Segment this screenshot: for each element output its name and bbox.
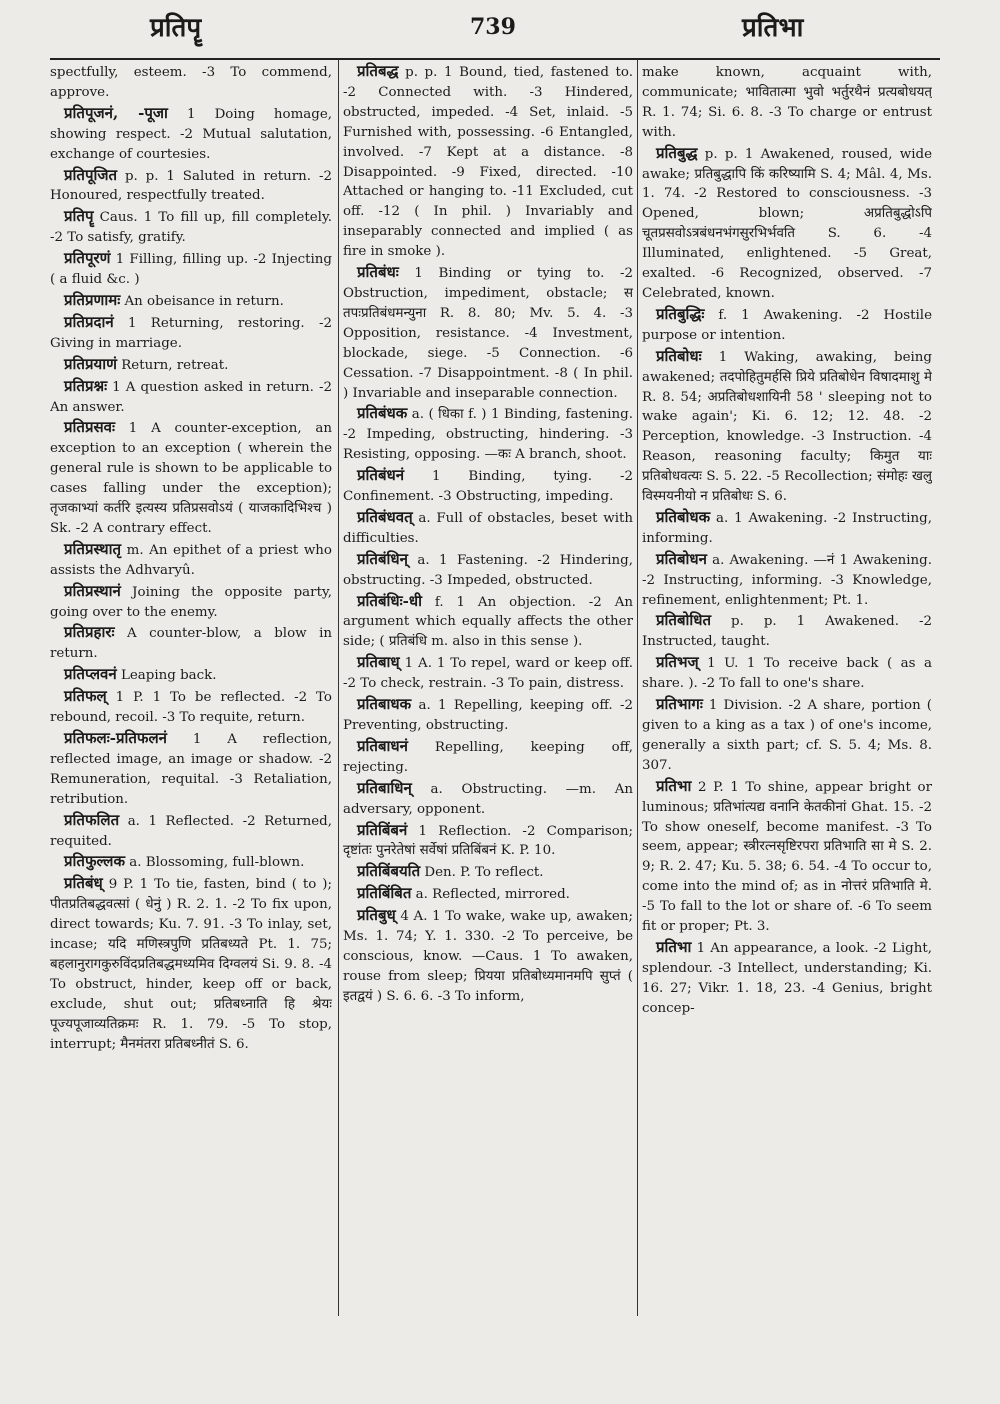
- definition: a. Reflected, mirrored.: [411, 887, 570, 903]
- definition: 1 Binding, tying. -2 Confinement. -3 Obstructing, impeding.: [343, 469, 633, 505]
- headword: प्रतिफुल्लक: [64, 852, 125, 871]
- headword: प्रतिप्रणामः: [64, 290, 121, 309]
- definition: a. Obstructing. —m. An adversary, opponent.: [343, 781, 633, 817]
- definition: 1 Division. -2 A share, portion ( given to a king as a tax ) of one's income, generally a sixth part; cf. S. 5. 4; Ms. 8. 307.: [642, 698, 932, 773]
- definition: An obeisance in return.: [120, 293, 284, 309]
- definition: 1 Reflection. -2 Comparison; दृष्टांतः पुनरेतेषां सर्वेषां प्रतिबिंबनं K. P. 10.: [343, 823, 633, 859]
- definition: p. p. 1 Bound, tied, fastened to. -2 Connected with. -3 Hindered, obstructed, impeded. -4 Set, inlaid. -5 Furnished with, possessing. -6 Entangled, involved. -7 Kept at a distance. -8 Disappointed. -9 Fixed, directed. -10 Attached or hanging to. -11 Excluded, cut off. -12 ( In phil. ) Invariably and inseparably connected and implied ( as fire in smoke ).: [343, 65, 633, 260]
- dictionary-entry: [343, 653, 633, 694]
- dictionary-entry: [50, 207, 332, 248]
- headword: प्रतिभा: [656, 937, 692, 956]
- headword: प्रतिबिंबित: [357, 884, 412, 903]
- dictionary-entry: [50, 811, 332, 852]
- dictionary-entry: [343, 862, 633, 883]
- headword: प्रतिबाधनं: [357, 736, 408, 755]
- definition: spectfully, esteem. -3 To commend, approve.: [50, 65, 332, 100]
- dictionary-entry: [50, 249, 332, 290]
- headword: प्रतिबिंबनं: [357, 820, 408, 839]
- dictionary-entry: [343, 508, 633, 549]
- dictionary-entry: [642, 695, 932, 776]
- headword: प्रतिबंधक: [357, 404, 408, 423]
- definition: Return, retreat.: [116, 357, 229, 373]
- headword: प्रतिपूरणं: [64, 249, 111, 268]
- headword: प्रतिबोधन: [656, 549, 707, 568]
- definition: Joining the opposite party, going over to the enemy.: [50, 584, 332, 620]
- dictionary-entry: [343, 821, 633, 862]
- headword: प्रतिबुद्धिः: [656, 304, 705, 323]
- definition: a. ( धिका f. ) 1 Binding, fastening. -2 Impeding, obstructing, hindering. -3 Resisting, opposing. —कः A branch, shoot.: [343, 407, 633, 463]
- dictionary-entry: [50, 418, 332, 538]
- headword: प्रतिबंधवत्: [357, 507, 413, 526]
- headword: प्रतिबोधः: [656, 346, 702, 365]
- dictionary-entry: [50, 665, 332, 686]
- column-2: [343, 62, 633, 1404]
- headword: प्रतिप्रस्थानं: [64, 581, 121, 600]
- definition: a. Blossoming, full-blown.: [125, 855, 305, 871]
- dictionary-entry: [343, 884, 633, 905]
- definition: Leaping back.: [116, 668, 217, 684]
- dictionary-entry: [50, 355, 332, 376]
- definition: m. An epithet of a priest who assists the Adhvaryû.: [50, 542, 332, 578]
- dictionary-entry: [343, 779, 633, 820]
- page-number: 739: [470, 14, 516, 40]
- headword: प्रतिपूजनं, -पूजा: [64, 103, 168, 122]
- dictionary-entry: [50, 62, 332, 103]
- headword: प्रतिभागः: [656, 695, 703, 714]
- definition: 4 A. 1 To wake, wake up, awaken; Ms. 1. 74; Y. 1. 330. -2 To perceive, be conscious, know. —Caus. 1 To awaken, rouse from sleep; प्रियया प्रतिबोध्यमानमपि सुप्तं ( इतद्वयं ) S. 6. 6. -3 To inform,: [343, 909, 633, 1004]
- headword: प्रतिबंधिः-धी: [357, 591, 423, 610]
- dictionary-entry: [50, 729, 332, 810]
- dictionary-entry: [343, 263, 633, 403]
- definition: 1 A question asked in return. -2 An answer.: [50, 379, 332, 415]
- definition: Caus. 1 To fill up, fill completely. -2 To satisfy, gratify.: [50, 210, 332, 246]
- dictionary-entry: [343, 62, 633, 262]
- dictionary-entry: [642, 305, 932, 346]
- running-head-left: प्रतिपॄ: [150, 13, 202, 43]
- headword: प्रतिबाधक: [357, 695, 412, 714]
- headword: प्रतिभज्: [656, 653, 699, 672]
- headword: प्रतिप्रस्थातृ: [64, 539, 122, 558]
- definition: 1 A reflection, reflected image, an image or shadow. -2 Remuneration, requital. -3 Retaliation, retribution.: [50, 732, 332, 807]
- headword: प्रतिप्रयाणं: [64, 354, 117, 373]
- headword: प्रतिभा: [656, 776, 692, 795]
- headword: प्रतिप्लवनं: [64, 665, 117, 684]
- definition: f. 1 Awakening. -2 Hostile purpose or intention.: [642, 307, 932, 343]
- dictionary-entry: [642, 938, 932, 1019]
- headword: प्रतिपूजित: [64, 165, 118, 184]
- dictionary-entry: [50, 313, 332, 354]
- definition: A counter-blow, a blow in return.: [50, 626, 332, 662]
- headword: प्रतिबंधिन्: [357, 549, 408, 568]
- definition: 1 P. 1 To be reflected. -2 To rebound, recoil. -3 To requite, return.: [50, 690, 332, 726]
- dictionary-entry: [50, 852, 332, 873]
- headword: प्रतिबुद्ध: [656, 143, 698, 162]
- definition: a. 1 Repelling, keeping off. -2 Preventing, obstructing.: [343, 698, 633, 733]
- definition: p. p. 1 Awakened. -2 Instructed, taught.: [642, 614, 932, 650]
- column-divider: [637, 60, 638, 1316]
- dictionary-entry: [343, 592, 633, 653]
- dictionary-entry: [343, 737, 633, 778]
- dictionary-entry: [343, 695, 633, 736]
- headword: प्रतिबंध्: [64, 874, 103, 893]
- definition: 1 Doing homage, showing respect. -2 Mutual salutation, exchange of courtesies.: [50, 106, 332, 162]
- definition: 1 Binding or tying to. -2 Obstruction, impediment, obstacle; स तपःप्रतिबंधमन्युना R. 8. 80; Mv. 5. 4. -3 Opposition, resistance. -4 Investment, blockade, siege. -5 Connection. -6 Cessation. -7 Disappointment. -8 ( In phil. ) Invariable and inseparable connection.: [343, 266, 633, 401]
- definition: a. 1 Awakening. -2 Instructing, informing.: [642, 510, 932, 546]
- headword: प्रतिबंधः: [357, 263, 399, 282]
- dictionary-entry: [642, 777, 932, 937]
- headword: प्रतिप्रहारः: [64, 623, 115, 642]
- definition: f. 1 An objection. -2 An argument which equally affects the other side; ( प्रतिबंधि m. also in this sense ).: [343, 594, 633, 650]
- dictionary-entry: [50, 687, 332, 728]
- definition: p. p. 1 Awakened, roused, wide awake; प्रतिबुद्धापि किं करिष्यामि S. 4; Mâl. 4, Ms. 1. 74. -2 Restored to consciousness. -3 Opened, blown; अप्रतिबुद्धोऽपि चूतप्रसवोऽत्रबंधनभंगसुरभिर्भवति S. 6. -4 Illuminated, enlightened. -5 Great, exalted. -6 Recognized, observed. -7 Celebrated, known.: [642, 146, 932, 301]
- dictionary-entry: [343, 466, 633, 507]
- definition: 2 P. 1 To shine, appear bright or luminous; प्रतिभांत्यद्य वनानि केतकीनां Ghat. 15. -2 To show oneself, become manifest. -3 To seem, appear; स्त्रीरत्नसृष्टिरपरा प्रतिभाति सा मे S. 2. 9; R. 2. 47; Ku. 5. 38; 6. 54. -4 To occur to, come into the mind of; as in नोत्तरं प्रतिभाति मे. -5 To fall to the lot or share of. -6 To seem fit or proper; Pt. 3.: [642, 779, 932, 935]
- headword: प्रतिप्रसवः: [64, 418, 116, 437]
- definition: p. p. 1 Saluted in return. -2 Honoured, respectfully treated.: [50, 168, 332, 204]
- definition: 1 An appearance, a look. -2 Light, splendour. -3 Intellect, understanding; Ki. 16. 27; Vikr. 1. 18, 23. -4 Genius, bright concep-: [642, 940, 932, 1016]
- headword: प्रतिफलित: [64, 810, 120, 829]
- definition: a. Full of obstacles, beset with difficulties.: [343, 510, 633, 546]
- column-3: [642, 62, 932, 1404]
- definition: 1 Filling, filling up. -2 Injecting ( a fluid &c. ): [50, 252, 332, 288]
- dictionary-entry: [50, 104, 332, 165]
- dictionary-entry: [343, 404, 633, 465]
- dictionary-entry: [50, 582, 332, 623]
- definition: 9 P. 1 To tie, fasten, bind ( to ); पीतप्रतिबद्धवत्सां ( धेनुं ) R. 2. 1. -2 To fix upon, direct towards; Ku. 7. 91. -3 To inlay, set, incase; यदि मणिस्त्रपुणि प्रतिबध्यते Pt. 1. 75; बहलानुरागकुरुविंदप्रतिबद्धमध्यमिव दिग्वलयं Si. 9. 8. -4 To obstruct, hinder, keep off or back, exclude, shut out; प्रतिबध्नाति हि श्रेयः पूज्यपूजाव्यतिक्रमः R. 1. 79. -5 To stop, interrupt; मैनमंतरा प्रतिबध्नीतं S. 6.: [50, 877, 332, 1052]
- dictionary-entry: [50, 166, 332, 207]
- headword: प्रतिबाधिन्: [357, 778, 412, 797]
- dictionary-entry: [50, 874, 332, 1054]
- dictionary-entry: [343, 906, 633, 1007]
- definition: 1 A counter-exception, an exception to an exception ( wherein the general rule is shown to be applicable to cases falling under the exception); तृजकाभ्यां कर्तरि इत्यस्य प्रतिप्रसवोऽयं ( याजकादिभिश्च ) Sk. -2 A contrary effect.: [50, 421, 332, 536]
- definition: 1 U. 1 To receive back ( as a share. ). -2 To fall to one's share.: [642, 656, 932, 692]
- dictionary-entry: [50, 623, 332, 664]
- dictionary-entry: [642, 347, 932, 507]
- definition: 1 Waking, awaking, being awakened; तदपोहितुमर्हसि प्रिये प्रतिबोधेन विषादमाशु मे R. 8. 54; अप्रतिबोधशायिनी 58 ' sleeping not to wake again'; Ki. 6. 12; 12. 48. -2 Perception, knowledge. -3 Instruction. -4 Reason, reasoning faculty; किमुत याः प्रतिबोधवत्यः S. 5. 22. -5 Recollection; संमोहः खलु विस्मयनीयो न प्रतिबोधः S. 6.: [642, 349, 932, 505]
- headword: प्रतिपॄ: [64, 207, 94, 226]
- header-rule: [50, 58, 940, 60]
- dictionary-entry: [50, 540, 332, 581]
- definition: a. 1 Fastening. -2 Hindering, obstructing. -3 Impeded, obstructed.: [343, 552, 633, 588]
- dictionary-entry: [50, 291, 332, 312]
- headword: प्रतिप्रदानं: [64, 312, 114, 331]
- headword: प्रतिबंधनं: [357, 466, 405, 485]
- headword: प्रतिफलः-प्रतिफलनं: [64, 729, 167, 747]
- dictionary-entry: [642, 653, 932, 694]
- dictionary-entry: [642, 611, 932, 652]
- headword: प्रतिबद्ध: [357, 62, 399, 80]
- headword: प्रतिबाध्: [357, 653, 400, 672]
- dictionary-entry: [343, 550, 633, 591]
- headword: प्रतिबुध्: [357, 906, 396, 925]
- definition: Repelling, keeping off, rejecting.: [343, 739, 633, 775]
- dictionary-entry: [642, 62, 932, 143]
- headword: प्रतिबोधक: [656, 507, 711, 526]
- definition: Den. P. To reflect.: [420, 865, 544, 881]
- dictionary-entry: [642, 508, 932, 549]
- definition: a. 1 Reflected. -2 Returned, requited.: [50, 813, 332, 849]
- dictionary-entry: [642, 144, 932, 304]
- definition: 1 A. 1 To repel, ward or keep off. -2 To check, restrain. -3 To pain, distress.: [343, 656, 633, 692]
- headword: प्रतिप्रश्नः: [64, 376, 108, 395]
- running-head-right: प्रतिभा: [742, 13, 804, 43]
- headword: प्रतिबोधित: [656, 611, 712, 630]
- column-divider: [338, 60, 339, 1316]
- column-1: [50, 62, 332, 1404]
- dictionary-entry: [642, 550, 932, 611]
- headword: प्रतिबिंबयति: [357, 862, 421, 881]
- dictionary-entry: [50, 377, 332, 418]
- definition: a. Awakening. —नं 1 Awakening. -2 Instructing, informing. -3 Knowledge, refinement, enlightenment; Pt. 1.: [642, 552, 932, 608]
- headword: प्रतिफल्: [64, 687, 107, 706]
- definition: make known, acquaint with, communicate; भावितात्मा भुवो भर्तुरथैनं प्रत्यबोधयत् R. 1. 74; Si. 6. 8. -3 To charge or entrust with.: [642, 65, 932, 140]
- definition: 1 Returning, restoring. -2 Giving in marriage.: [50, 315, 332, 351]
